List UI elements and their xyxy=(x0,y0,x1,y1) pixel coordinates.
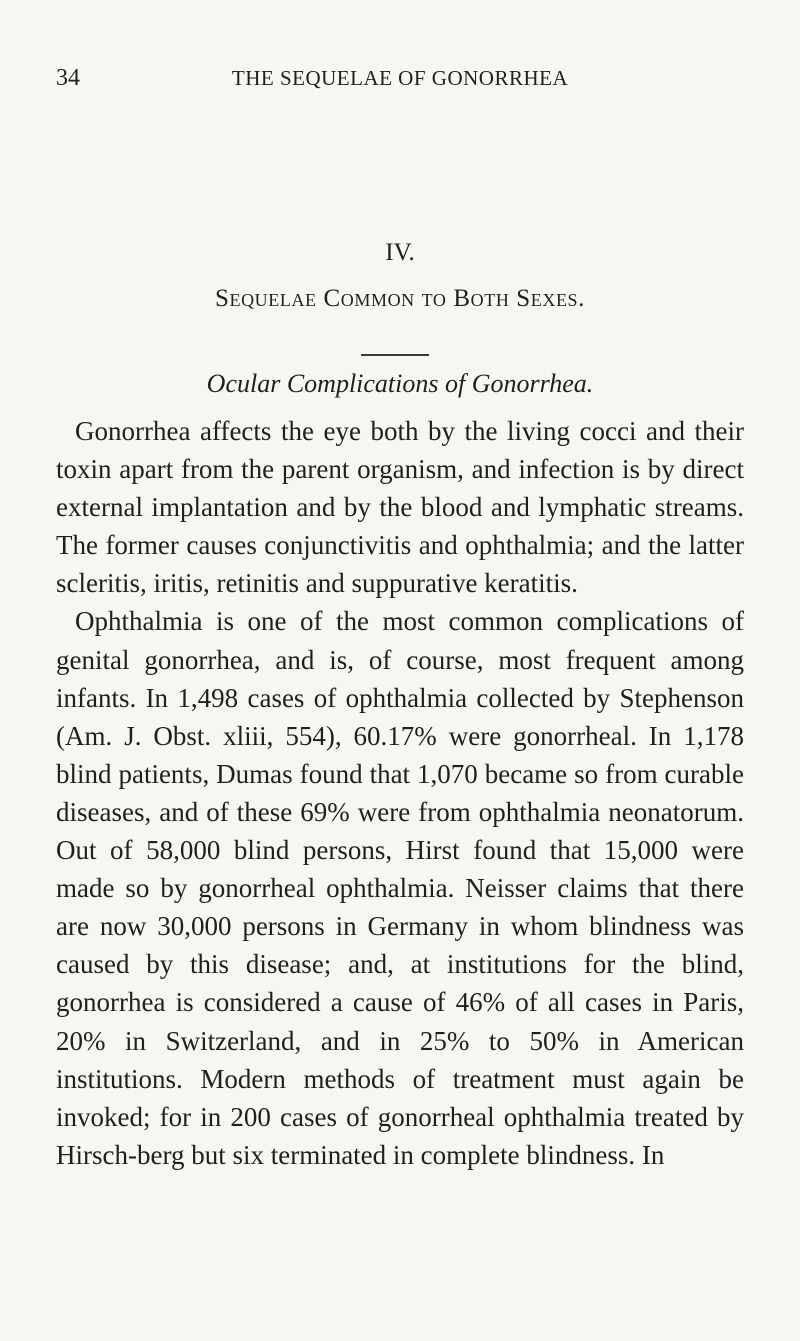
running-head: THE SEQUELAE OF GONORRHEA xyxy=(231,66,569,90)
subheading: Ocular Complications of Gonorrhea. xyxy=(206,369,594,398)
body-text xyxy=(56,412,744,1174)
paragraph: Gonorrhea affects the eye both by the living cocci and their toxin apart from the parent organism, and infection is by direct external implantation and by the blood and lymphatic streams. The former causes conjunctivitis and ophthalmia; and the latter scleritis, iritis, retinitis and suppurative keratitis. xyxy=(56,416,744,599)
page-number: 34 xyxy=(56,65,80,91)
section-number: IV. xyxy=(385,239,415,266)
page-header xyxy=(56,62,744,94)
section-divider xyxy=(361,354,429,356)
section-title: Sequelae Common to Both Sexes. xyxy=(214,285,586,312)
paragraph: Ophthalmia is one of the most common complications of genital gonorrhea, and is, of course, most frequent among infants. In 1,498 cases of ophthalmia collected by Stephenson (Am. J. Obst. xliii, 554), 60.17% were gonorrheal. In 1,178 blind patients, Dumas found that 1,070 became so from curable diseases, and of these 69% were from ophthalmia neonatorum. Out of 58,000 blind persons, Hirst found that 15,000 were made so by gonorrheal ophthalmia. Neisser claims that there are now 30,000 persons in Germany in whom blindness was caused by this disease; and, at institutions for the blind, gonorrhea is considered a cause of 46% of all cases in Paris, 20% in Switzerland, and in 25% to 50% in American institutions. Modern methods of treatment must again be invoked; for in 200 cases of gonorrheal ophthalmia treated by Hirsch-berg but six terminated in complete blindness. In xyxy=(56,606,744,1170)
